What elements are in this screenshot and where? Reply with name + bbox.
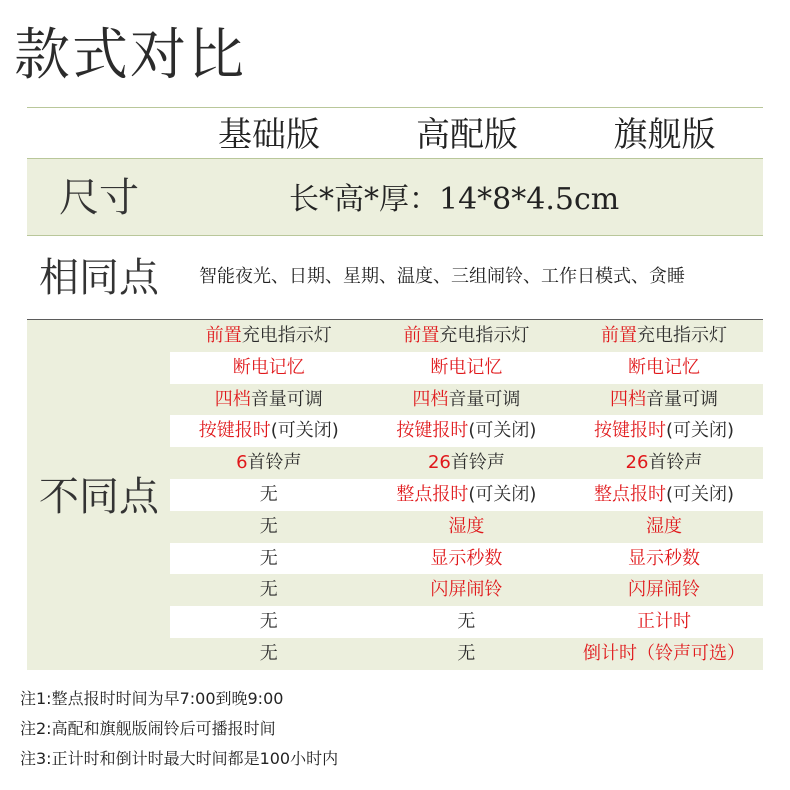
plain-text: 首铃声 (247, 452, 302, 474)
table-cell (565, 352, 763, 384)
table-row (170, 384, 763, 416)
highlight-text: 四档 (609, 388, 646, 410)
highlight-text: 显示秒数 (627, 547, 700, 569)
table-cell (368, 511, 566, 543)
plain-text: (可关闭) (468, 420, 537, 442)
common-features-row (27, 235, 763, 320)
plain-text: 无 (259, 515, 278, 537)
highlight-text: 断电记忆 (430, 356, 503, 378)
table-row (170, 320, 763, 352)
highlight-text: 26 (427, 452, 451, 474)
table-cell (565, 574, 763, 606)
table-cell (368, 320, 566, 352)
highlight-text: 闪屏闹铃 (430, 579, 503, 601)
highlight-text: 整点报时 (593, 483, 666, 505)
highlight-text: 断电记忆 (627, 356, 700, 378)
table-cell (170, 511, 368, 543)
table-cell (368, 352, 566, 384)
plain-text: 无 (259, 579, 278, 601)
differences-table (170, 320, 763, 670)
footnote-3: 注3:正计时和倒计时最大时间都是100小时内 (20, 749, 339, 768)
header-basic: 基础版 (218, 115, 320, 155)
size-value: 长*高*厚：14*8*4.5cm (289, 182, 620, 217)
table-cell (368, 543, 566, 575)
table-cell (565, 543, 763, 575)
table-cell (368, 574, 566, 606)
version-header-row (27, 108, 763, 158)
highlight-text: 按键报时 (198, 420, 271, 442)
plain-text: 充电指示灯 (439, 325, 530, 346)
table-cell (170, 320, 368, 352)
table-row (170, 479, 763, 511)
highlight-text: 湿度 (448, 515, 485, 537)
table-row (170, 574, 763, 606)
table-cell (170, 352, 368, 384)
table-cell (170, 574, 368, 606)
differences-block (27, 320, 763, 670)
differences-label: 不同点 (39, 474, 159, 520)
table-row (170, 638, 763, 670)
plain-text: 音量可调 (645, 388, 718, 410)
header-flagship: 旗舰版 (613, 115, 716, 155)
plain-text: 首铃声 (648, 452, 703, 474)
table-cell (170, 415, 368, 447)
table-cell (170, 606, 368, 638)
table-row (170, 352, 763, 384)
highlight-text: 显示秒数 (430, 547, 503, 569)
highlight-text: 6 (236, 452, 248, 474)
plain-text: 无 (259, 611, 278, 633)
highlight-text: 26 (625, 452, 649, 474)
size-row (27, 158, 763, 236)
plain-text: 音量可调 (448, 388, 521, 410)
table-cell (565, 479, 763, 511)
highlight-text: 前置 (403, 325, 440, 346)
plain-text: 无 (259, 547, 278, 569)
plain-text: 无 (259, 642, 278, 664)
highlight-text: 断电记忆 (232, 356, 305, 378)
plain-text: 充电指示灯 (241, 325, 332, 346)
highlight-text: 按键报时 (396, 420, 469, 442)
footnote-1: 注1:整点报时时间为早7:00到晚9:00 (20, 689, 284, 708)
plain-text: (可关闭) (468, 483, 537, 505)
highlight-text: 四档 (412, 388, 449, 410)
table-cell (565, 606, 763, 638)
table-cell (565, 447, 763, 479)
table-row (170, 415, 763, 447)
plain-text: 音量可调 (250, 388, 323, 410)
highlight-text: 倒计时（铃声可选） (582, 642, 745, 664)
page-title: 款式对比 (14, 23, 246, 88)
size-label: 尺寸 (59, 175, 139, 221)
plain-text: 首铃声 (450, 452, 505, 474)
plain-text: (可关闭) (270, 420, 339, 442)
header-high: 高配版 (416, 115, 518, 155)
plain-text: 充电指示灯 (636, 325, 727, 346)
common-features-value: 智能夜光、日期、星期、温度、三组闹铃、工作日模式、贪睡 (199, 266, 685, 287)
common-features-label: 相同点 (39, 255, 159, 301)
table-cell (368, 606, 566, 638)
plain-text: 无 (457, 642, 476, 664)
highlight-text: 四档 (214, 388, 251, 410)
table-cell (170, 543, 368, 575)
highlight-text: 整点报时 (396, 483, 469, 505)
table-cell (565, 320, 763, 352)
footnote-2: 注2:高配和旗舰版闹铃后可播报时间 (20, 719, 276, 738)
plain-text: (可关闭) (665, 483, 734, 505)
table-cell (368, 447, 566, 479)
plain-text: (可关闭) (665, 420, 734, 442)
footnotes (20, 684, 338, 774)
highlight-text: 湿度 (645, 515, 682, 537)
highlight-text: 闪屏闹铃 (627, 579, 700, 601)
table-cell (565, 384, 763, 416)
highlight-text: 按键报时 (593, 420, 666, 442)
table-cell (565, 511, 763, 543)
table-cell (170, 384, 368, 416)
highlight-text: 正计时 (636, 611, 691, 633)
highlight-text: 前置 (600, 325, 637, 346)
table-cell (170, 447, 368, 479)
table-cell (170, 638, 368, 670)
table-cell (368, 638, 566, 670)
table-cell (368, 415, 566, 447)
table-cell (368, 479, 566, 511)
table-cell (170, 479, 368, 511)
table-row (170, 447, 763, 479)
highlight-text: 前置 (205, 325, 242, 346)
table-row (170, 606, 763, 638)
table-cell (368, 384, 566, 416)
table-cell (565, 415, 763, 447)
table-cell (565, 638, 763, 670)
table-row (170, 511, 763, 543)
plain-text: 无 (259, 483, 278, 505)
plain-text: 无 (457, 611, 476, 633)
table-row (170, 543, 763, 575)
